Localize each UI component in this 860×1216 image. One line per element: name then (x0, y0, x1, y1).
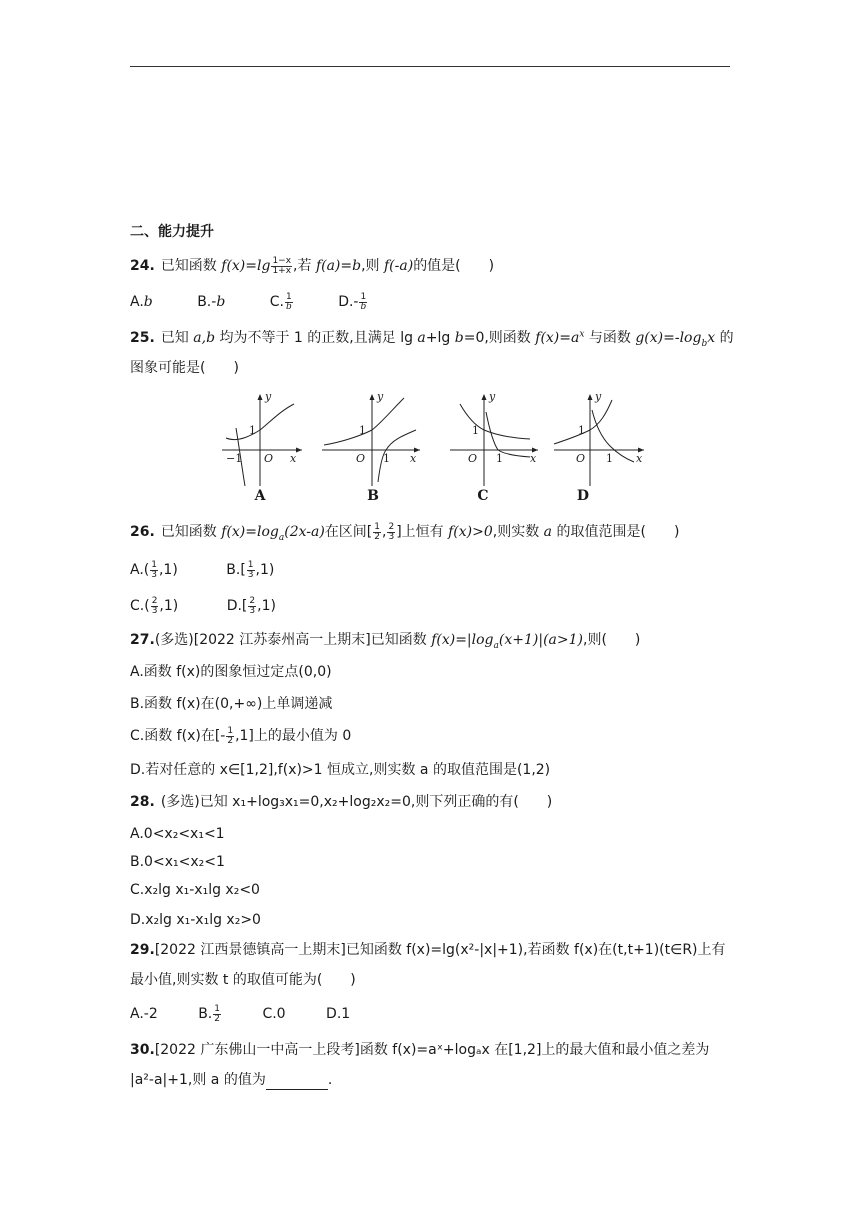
question-28-option-b: B.0<x₁<x₂<1 (130, 854, 225, 870)
question-29-stem-line2: 最小值,则实数 t 的取值可能为( ) (130, 972, 356, 988)
option-d: D.1 (326, 1006, 351, 1022)
question-number: 29. (130, 942, 155, 958)
axis-y-label: y (489, 390, 496, 403)
question-number: 28. (130, 794, 155, 810)
question-26-options-row2 (130, 596, 316, 616)
graph-b (320, 388, 430, 508)
tick-label: 1 (578, 424, 585, 437)
question-25-stem-line2: 图象可能是( ) (130, 360, 239, 376)
question-27-option-a: A.函数 f(x)的图象恒过定点(0,0) (130, 664, 332, 680)
asked-expression: f(-a) (384, 258, 414, 274)
tick-label: 1 (359, 424, 366, 437)
option-c: C.0 (262, 1006, 286, 1022)
question-number: 30. (130, 1042, 155, 1058)
header-rule (130, 66, 730, 67)
question-30-stem-line2: |a²-a|+1,则 a 的值为 . (130, 1072, 333, 1088)
question-28-stem: 28. (多选)已知 x₁+log₃x₁=0,x₂+log₂x₂=0,则下列正确的有( ) (130, 794, 553, 810)
graph-d (540, 388, 650, 508)
question-28-option-c: C.x₂lg x₁-x₁lg x₂<0 (130, 882, 260, 898)
option-c: C. $\frac{1}{b}$ (269, 291, 292, 312)
question-28-option-a: A.0<x₂<x₁<1 (130, 826, 225, 842)
graph-a (220, 388, 330, 508)
axis-y-label: y (265, 390, 272, 403)
origin-label: O (356, 452, 366, 465)
question-24-stem (130, 256, 494, 276)
graph-label: C (477, 488, 489, 504)
question-30-stem: 30.[2022 广东佛山一中高一上段考]函数 f(x)=aˣ+logₐx 在[1,2]上的最大值和最小值之差为 (130, 1042, 710, 1058)
option-d: D.[ $\frac{2}{3}$ ,1) (226, 595, 276, 616)
condition: f(a)=b (315, 258, 362, 274)
tick-label: 1 (472, 424, 479, 437)
function-name: f(x)=lg (221, 258, 271, 274)
stem-text: 已知函数 (160, 258, 222, 274)
tick-label: 1 (606, 452, 613, 465)
question-26-stem: 26. 已知函数 $f(x)=\log_a(2x-a)$在区间[ $\frac{1}{2}$ , $\frac{2}{3}$ ]上恒有 f(x)>0,则实数 a 的取值范围是( ) (130, 521, 680, 543)
question-29-stem: 29.[2022 江西景德镇高一上期末]已知函数 f(x)=lg(x²-|x|+1),若函数 f(x)在(t,t+1)(t∈R)上有 (130, 942, 726, 958)
section-title: 二、能力提升 (130, 224, 214, 240)
question-27-option-d: D.若对任意的 x∈[1,2],f(x)>1 恒成立,则实数 a 的取值范围是(1,2) (130, 762, 551, 778)
fraction: $\frac{1-x}{1+x}$ (272, 255, 292, 276)
graph-label: A (254, 488, 266, 504)
tick-label: −1 (226, 452, 243, 465)
question-number: 24. (130, 258, 155, 274)
axis-x-label: x (636, 452, 643, 465)
tick-label: 1 (496, 452, 503, 465)
question-25-stem: 25. 已知 a,b 均为不等于 1 的正数,且满足 lg a+lg b=0,则函数 $f(x)=a^x$ 与函数 $g(x)=-\log_bx$ 的 (130, 329, 734, 349)
origin-label: O (264, 452, 274, 465)
question-number: 26. (130, 524, 155, 540)
graph-label: B (367, 488, 379, 504)
axis-x-label: x (290, 452, 297, 465)
origin-label: O (468, 452, 478, 465)
stem-text: ,若 (293, 258, 316, 274)
question-29-options (130, 1004, 390, 1024)
stem-text: ,则 (361, 258, 384, 274)
question-26-options-row1 (130, 560, 314, 580)
graph-label: D (576, 488, 590, 504)
axis-x-label: x (530, 452, 537, 465)
answer-blank[interactable] (266, 1075, 328, 1090)
question-27-option-b: B.函数 f(x)在(0,+∞)上单调递减 (130, 696, 333, 712)
question-24-options (130, 292, 408, 312)
tick-label: 1 (383, 452, 390, 465)
option-b: B.[ $\frac{1}{3}$ ,1) (226, 559, 275, 580)
question-number: 27. (130, 632, 155, 648)
graph-options (220, 388, 643, 508)
question-27-option-c: C.函数 f(x)在[- $\frac{1}{2}$ ,1]上的最小值为 0 (130, 725, 352, 746)
option-a: A.( $\frac{1}{3}$ ,1) (130, 559, 178, 580)
axis-x-label: x (410, 452, 417, 465)
option-a: A.-2 (130, 1006, 158, 1022)
stem-text: 的值是( ) (413, 258, 495, 274)
axis-y-label: y (595, 390, 602, 403)
option-b: B. $\frac{1}{2}$ (198, 1003, 220, 1024)
option-b: B.-b (197, 294, 226, 310)
tick-label: 1 (249, 424, 256, 437)
origin-label: O (576, 452, 586, 465)
graph-c (430, 388, 540, 508)
option-d: D.- $\frac{1}{b}$ (338, 291, 367, 312)
option-c: C.( $\frac{2}{3}$ ,1) (130, 595, 179, 616)
question-number: 25. (130, 330, 155, 346)
question-27-stem: 27.(多选)[2022 江苏泰州高一上期末]已知函数 $f(x)=|\log_a(x+1)|(a>1)$,则( ) (130, 632, 641, 651)
question-28-option-d: D.x₂lg x₁-x₁lg x₂>0 (130, 912, 261, 928)
axis-y-label: y (377, 390, 384, 403)
option-a: A.b (130, 294, 153, 310)
